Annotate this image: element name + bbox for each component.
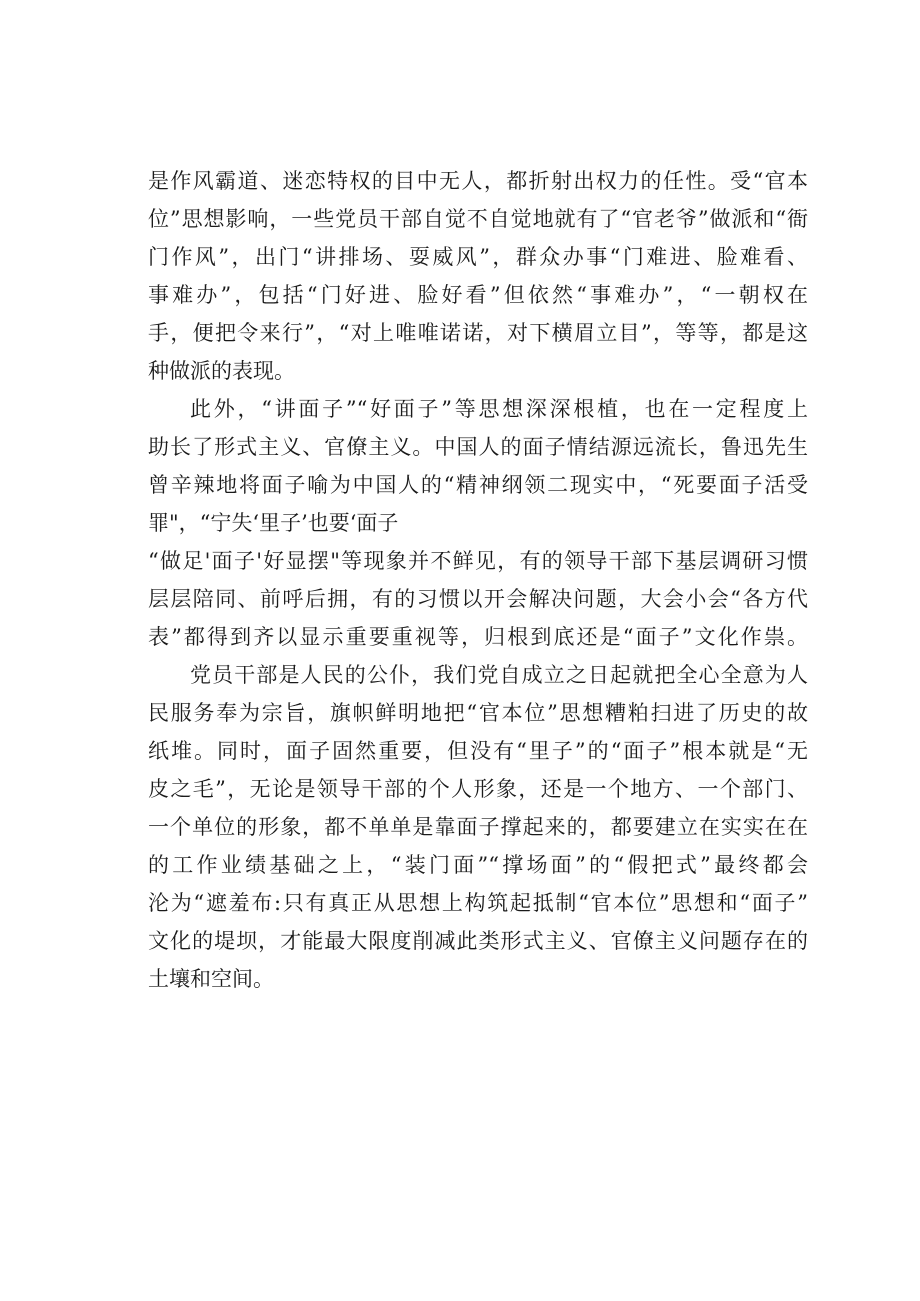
text-line: 民服务奉为宗旨，旗帜鲜明地把“官本位”思想糟粕扫进了历史的故 — [148, 701, 808, 725]
text-line: 助长了形式主义、官僚主义。中国人的面子情结源远流长，鲁迅先生 — [148, 435, 808, 459]
text-line: 文化的堤坝，才能最大限度削减此类形式主义、官僚主义问题存在的 — [148, 929, 808, 953]
text-line: 此外，“讲面子”“好面子”等思想深深根植，也在一定程度上 — [190, 397, 808, 421]
text-line: 罪"，“宁失‘里子’也要‘面子 — [148, 511, 399, 535]
text-line: 纸堆。同时，面子固然重要，但没有“里子”的“面子”根本就是“无 — [148, 739, 808, 763]
document-body — [148, 162, 808, 998]
text-line: 曾辛辣地将面子喻为中国人的“精神纲领二现实中，“死要面子活受 — [148, 473, 808, 497]
text-line: 党员干部是人民的公仆，我们党自成立之日起就把全心全意为人 — [190, 663, 808, 687]
text-line: 皮之毛”，无论是领导干部的个人形象，还是一个地方、一个部门、 — [148, 777, 808, 801]
text-line: 的工作业绩基础之上，“装门面”“撑场面”的“假把式”最终都会 — [148, 853, 808, 877]
text-line: 门作风”，出门“讲排场、耍威风”，群众办事“门难进、脸难看、 — [148, 245, 808, 269]
text-line: 手，便把令来行”，“对上唯唯诺诺，对下横眉立目”，等等，都是这 — [148, 321, 808, 345]
text-line: “做足'面子'好显摆"等现象并不鲜见，有的领导干部下基层调研习惯 — [148, 549, 808, 573]
text-line: 土壤和空间。 — [148, 967, 274, 991]
text-line: 位”思想影响，一些党员干部自觉不自觉地就有了“官老爷”做派和“衙 — [148, 207, 808, 231]
text-line: 一个单位的形象，都不单单是靠面子撑起来的，都要建立在实实在在 — [148, 815, 808, 839]
text-line: 层层陪同、前呼后拥，有的习惯以开会解决问题，大会小会“各方代 — [148, 587, 808, 611]
text-line: 沦为“遮羞布:只有真正从思想上构筑起抵制“官本位”思想和“面子” — [148, 891, 808, 915]
text-line: 表”都得到齐以显示重要重视等，归根到底还是“面子”文化作祟。 — [148, 625, 808, 649]
text-line: 是作风霸道、迷恋特权的目中无人，都折射出权力的任性。受“官本 — [148, 169, 808, 193]
text-line: 事难办”，包括“门好进、脸好看”但依然“事难办”，“一朝权在 — [148, 283, 808, 307]
text-line: 种做派的表现。 — [148, 359, 295, 383]
